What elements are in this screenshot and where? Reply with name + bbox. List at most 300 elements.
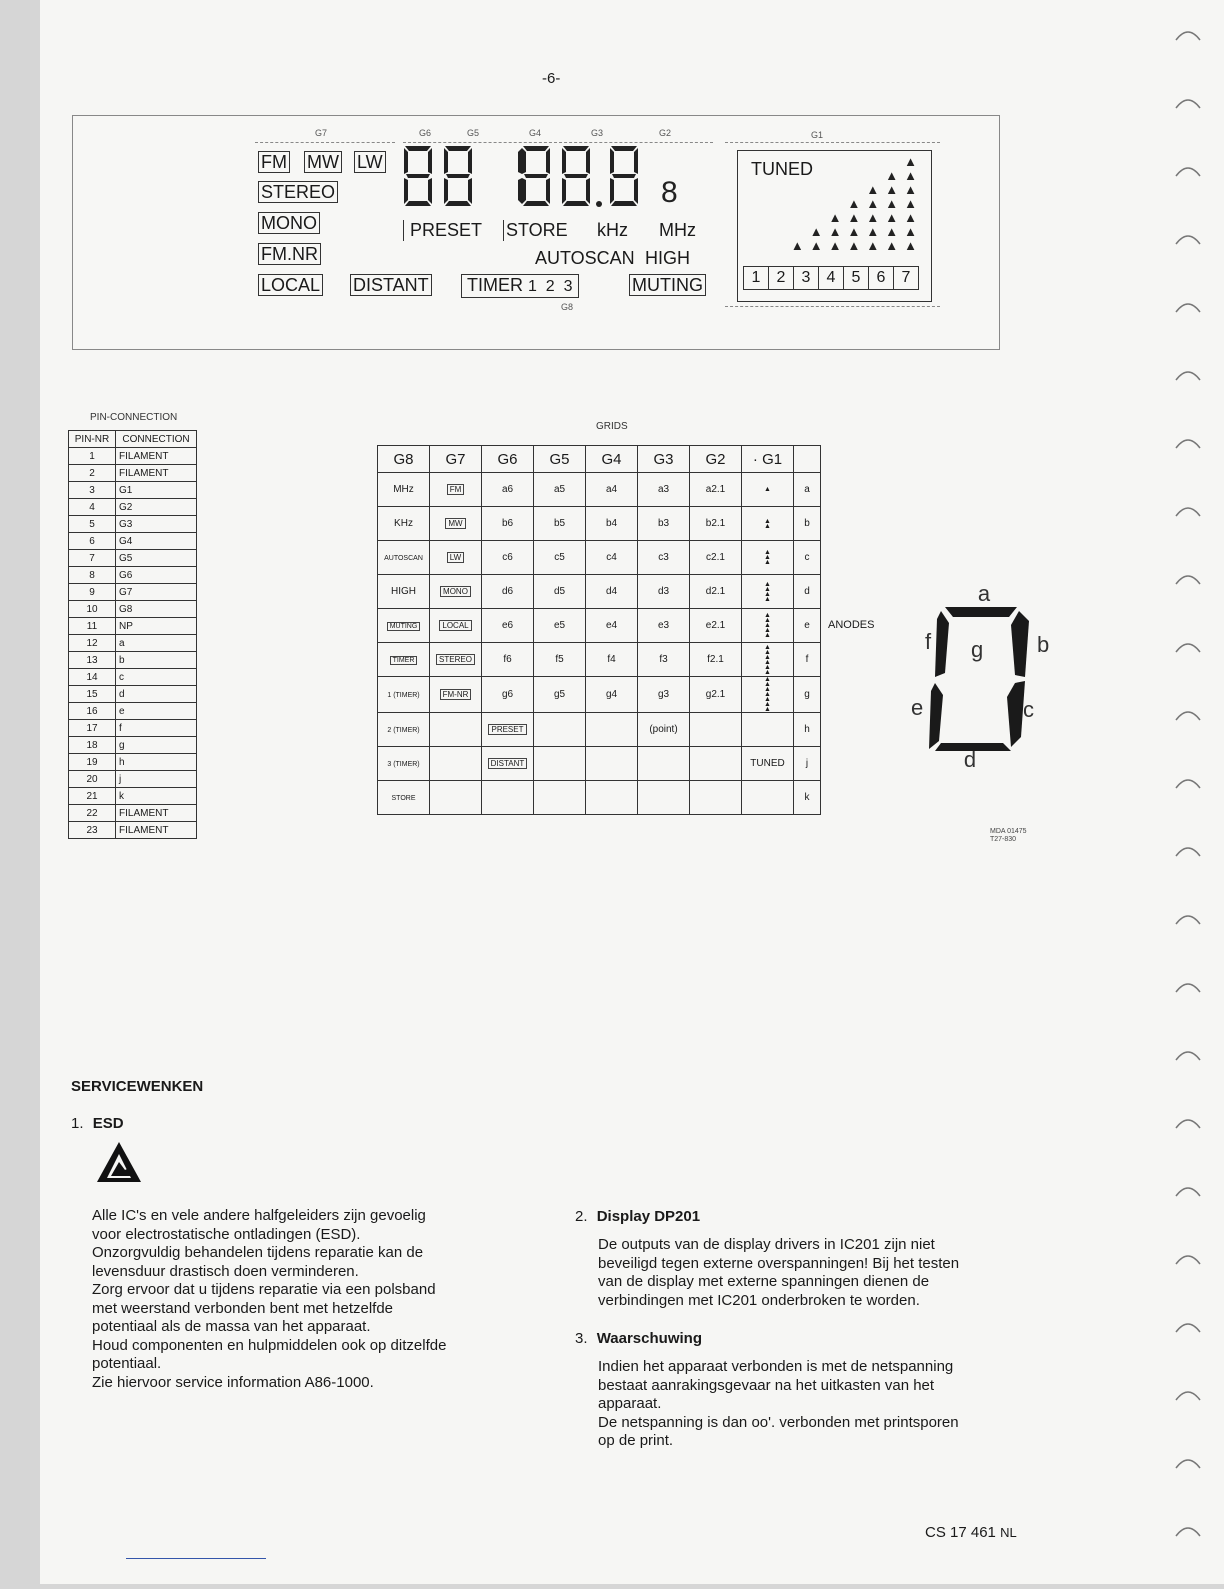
page-number: -6- — [542, 70, 561, 87]
grid-row — [378, 609, 821, 643]
digit-segment — [523, 201, 549, 206]
grid-cell-g7 — [430, 713, 482, 747]
pin-row — [69, 652, 197, 669]
grid-cell-text: FM-NR — [440, 689, 472, 700]
grid-row — [378, 575, 821, 609]
text-line: verbindingen met IC201 onderbroken te worden. — [598, 1291, 920, 1309]
binder-hole — [1176, 236, 1200, 244]
grid-header-cell: · G1 — [742, 446, 794, 473]
digit-segment — [546, 178, 550, 204]
grid-cell-g2 — [690, 747, 742, 781]
grid-cell-g2 — [690, 575, 742, 609]
pin-connection-cell: FILAMENT — [116, 465, 197, 482]
grid-cell-text: b6 — [501, 518, 514, 529]
esd-number: 1. — [71, 1115, 84, 1132]
grid-cell-text: FM — [447, 484, 465, 495]
grid-cell-text: 3 (TIMER) — [387, 761, 420, 768]
pin-number-cell: 2 — [69, 465, 116, 482]
grid-cell-g2 — [690, 677, 742, 713]
digit-segment — [562, 178, 566, 204]
grid-cell-text: MW — [445, 518, 465, 529]
grid-cell-text: MHz — [393, 484, 414, 495]
grid-cell-g2 — [690, 507, 742, 541]
pin-number-cell: 6 — [69, 533, 116, 550]
segment-a-label: a — [977, 585, 991, 606]
pin-number-cell: 23 — [69, 822, 116, 839]
grid-cell-text: k — [804, 792, 810, 803]
grid-header-cell: G4 — [586, 446, 638, 473]
grid-row — [378, 677, 821, 713]
grid-cell-text: c4 — [606, 552, 617, 563]
pin-connection-cell: G5 — [116, 550, 197, 567]
grid-cell-text: j — [805, 758, 809, 769]
binder-hole — [1176, 984, 1200, 992]
grid-cell-g3 — [638, 541, 690, 575]
grid-cell-g3 — [638, 609, 690, 643]
pin-connection-cell: FILAMENT — [116, 805, 197, 822]
digit-segment — [634, 148, 638, 174]
pin-number-cell: 17 — [69, 720, 116, 737]
grid-cell-g5 — [534, 507, 586, 541]
pin-connection-cell: G8 — [116, 601, 197, 618]
grid-cell-text: c3 — [658, 552, 669, 563]
grid-cell-g5 — [534, 713, 586, 747]
digit-segment — [428, 178, 432, 204]
pin-connection-cell: G6 — [116, 567, 197, 584]
pin-connection-cell: FILAMENT — [116, 448, 197, 465]
grid-cell-g5 — [534, 473, 586, 507]
binder-hole — [1176, 168, 1200, 176]
grid-cell-g8 — [378, 473, 430, 507]
digit-segment — [612, 174, 636, 178]
digit-segment — [468, 148, 472, 174]
binder-hole — [1176, 1188, 1200, 1196]
pin-row — [69, 805, 197, 822]
segment-c-label: c — [1023, 697, 1034, 722]
grid-cell-anode — [794, 575, 821, 609]
pin-connection-cell: G2 — [116, 499, 197, 516]
grid-cell-text: HIGH — [391, 586, 416, 597]
digit-segment — [518, 148, 522, 174]
warning-heading — [575, 1330, 702, 1349]
digit-segment — [563, 201, 589, 206]
grid-label-g2: G2 — [659, 128, 672, 138]
grid-cell-text: b — [804, 518, 810, 529]
binder-hole — [1176, 576, 1200, 584]
grid-cell-g7 — [430, 541, 482, 575]
pin-connection-cell: c — [116, 669, 197, 686]
pin-connection-cell: e — [116, 703, 197, 720]
grid-cell-g6 — [482, 781, 534, 815]
grid-row — [378, 473, 821, 507]
grid-cell-g3 — [638, 643, 690, 677]
channel-5: 5 — [844, 267, 869, 289]
grid-cell-g6 — [482, 609, 534, 643]
fm-indicator: FM — [258, 151, 290, 173]
vfd-display-diagram — [72, 115, 1000, 350]
tuned-indicator: TUNED — [751, 159, 813, 179]
grid-cell-g6 — [482, 473, 534, 507]
segment-d-label: d — [963, 747, 977, 770]
binder-hole — [1176, 1528, 1200, 1536]
pin-number-cell: 4 — [69, 499, 116, 516]
grid-cell-g4 — [586, 473, 638, 507]
grid-cell-text: b5 — [553, 518, 566, 529]
display-number: 2. — [575, 1208, 588, 1225]
grid-label-g3: G3 — [591, 128, 604, 138]
channel-7: 7 — [901, 269, 911, 286]
segment-f-label: f — [925, 629, 932, 654]
grid-cell-g5 — [534, 781, 586, 815]
digit-segment — [518, 178, 522, 204]
footer-code — [925, 1524, 1017, 1541]
grid-cell-g8 — [378, 609, 430, 643]
text-line: apparaat. — [598, 1395, 662, 1412]
grid-cell-g8 — [378, 747, 430, 781]
stereo-indicator: STEREO — [258, 181, 338, 203]
grid-cell-g7 — [430, 575, 482, 609]
grid-cell-text: a4 — [605, 484, 618, 495]
pin-number-cell: 12 — [69, 635, 116, 652]
digit-segment — [444, 178, 448, 204]
grid-cell-g2 — [690, 643, 742, 677]
pin-connection-cell: a — [116, 635, 197, 652]
pin-number-cell: 18 — [69, 737, 116, 754]
pin-row — [69, 737, 197, 754]
grid-cell-g8 — [378, 713, 430, 747]
seven-segment-digits — [399, 144, 699, 210]
segment-b-label: b — [1037, 632, 1050, 657]
pin-connection-title: PIN-CONNECTION — [90, 412, 178, 423]
pin-connection-cell: NP — [116, 618, 197, 635]
grid-row — [378, 713, 821, 747]
grid-header-cell — [794, 446, 821, 473]
pin-number-cell: 13 — [69, 652, 116, 669]
grid-cell-g6 — [482, 747, 534, 781]
grid-cell-g1 — [742, 473, 794, 507]
pin-row — [69, 448, 197, 465]
grid-label-g1: G1 — [811, 130, 824, 140]
pin-number-cell: 16 — [69, 703, 116, 720]
binder-hole — [1176, 304, 1200, 312]
grids-table — [377, 445, 821, 815]
tuned-bar-marker: ▲ ▲ ▲ ▲ — [764, 580, 771, 603]
grid-header-cell: G7 — [430, 446, 482, 473]
grid-cell-anode — [794, 643, 821, 677]
channel-boxes — [743, 266, 919, 290]
text-line: potentiaal. — [92, 1355, 162, 1372]
pin-number-cell: 8 — [69, 567, 116, 584]
digit-segment — [523, 146, 549, 151]
grid-cell-text: d5 — [553, 586, 566, 597]
grid-cell-text: KHz — [394, 518, 413, 529]
binder-hole — [1176, 372, 1200, 380]
text-line: levensduur drastisch doen verminderen. — [92, 1262, 359, 1280]
digit-segment — [634, 178, 638, 204]
grid-cell-text: d2.1 — [705, 586, 726, 597]
warning-title: Waarschuwing — [596, 1330, 702, 1347]
pin-connection-cell: f — [116, 720, 197, 737]
segment-e-label: e — [911, 695, 924, 720]
display-heading — [575, 1208, 700, 1227]
text-line: Zorg ervoor dat u tijdens reparatie via een polsband — [92, 1281, 436, 1298]
esd-warning-icon — [95, 1140, 143, 1184]
grid-cell-g8 — [378, 677, 430, 713]
segment-e-shape — [929, 683, 943, 749]
grid-cell-text: b4 — [605, 518, 618, 529]
grid-cell-g1 — [742, 609, 794, 643]
grid-cell-g7 — [430, 747, 482, 781]
grid-cell-g5 — [534, 541, 586, 575]
pin-row — [69, 754, 197, 771]
grid-cell-g3 — [638, 473, 690, 507]
pin-row — [69, 567, 197, 584]
grid-cell-g4 — [586, 781, 638, 815]
grid-cell-g1 — [742, 575, 794, 609]
pin-row — [69, 635, 197, 652]
grid-cell-text: 2 (TIMER) — [387, 727, 420, 734]
grid-cell-g1 — [742, 713, 794, 747]
grid-cell-g6 — [482, 677, 534, 713]
pin-connection-cell: G7 — [116, 584, 197, 601]
display-text — [598, 1236, 959, 1310]
grid-cell-g1 — [742, 747, 794, 781]
binder-hole — [1176, 440, 1200, 448]
pin-connection-cell: G3 — [116, 516, 197, 533]
grid-cell-text: TIMER — [390, 656, 418, 665]
grid-cell-text: d3 — [657, 586, 670, 597]
grid-cell-g5 — [534, 643, 586, 677]
grid-cell-text: (point) — [649, 724, 678, 735]
digit-segment — [564, 174, 588, 178]
grid-cell-g1 — [742, 677, 794, 713]
grid-cell-text: c5 — [554, 552, 565, 563]
distant-indicator: DISTANT — [350, 274, 432, 296]
grid-cell-g7 — [430, 473, 482, 507]
mhz-indicator: MHz — [659, 220, 696, 240]
pin-connection-table — [68, 430, 197, 839]
pin-number-cell: 15 — [69, 686, 116, 703]
pin-number-cell: 1 — [69, 448, 116, 465]
grid-cell-g4 — [586, 541, 638, 575]
grid-cell-anode — [794, 747, 821, 781]
digit-segment — [405, 201, 431, 206]
grid-cell-text: g5 — [553, 689, 566, 700]
binder-hole — [1176, 1256, 1200, 1264]
grid-row — [378, 781, 821, 815]
channel-6: 6 — [869, 267, 894, 289]
binder-hole — [1176, 32, 1200, 40]
grid-cell-g8 — [378, 541, 430, 575]
grid-cell-text: TUNED — [750, 758, 785, 769]
grid-cell-text: h — [804, 724, 810, 735]
pin-row — [69, 669, 197, 686]
grid-cell-g4 — [586, 747, 638, 781]
pin-number-cell: 3 — [69, 482, 116, 499]
pin-row — [69, 584, 197, 601]
pin-row — [69, 482, 197, 499]
footer-language: NL — [1000, 1525, 1017, 1540]
pin-row — [69, 720, 197, 737]
pin-connection-cell: FILAMENT — [116, 822, 197, 839]
channel-4: 4 — [819, 267, 844, 289]
drawing-code: MDA 01475 T27-830 — [990, 828, 1027, 843]
dashed-line — [725, 306, 940, 307]
grid-cell-text: c2.1 — [706, 552, 725, 563]
grid-cell-text: g4 — [605, 689, 618, 700]
pin-connection-cell: h — [116, 754, 197, 771]
digit-segment — [522, 148, 526, 174]
binder-hole — [1176, 644, 1200, 652]
grid-cell-g7 — [430, 609, 482, 643]
pin-row — [69, 788, 197, 805]
signal-strength-bars: ▲ ▲▲ ▲▲▲ ▲▲▲▲ ▲▲▲▲▲ ▲▲▲▲▲▲ ▲▲▲▲▲▲▲ — [790, 154, 923, 253]
grid-cell-g7 — [430, 781, 482, 815]
tuned-bar-marker: ▲ ▲ — [764, 517, 771, 530]
pin-number-cell: 19 — [69, 754, 116, 771]
esd-text — [92, 1207, 446, 1392]
binder-hole — [1176, 712, 1200, 720]
warning-number: 3. — [575, 1330, 588, 1347]
grid-cell-g8 — [378, 781, 430, 815]
grid-cell-anode — [794, 507, 821, 541]
grid-cell-text: g2.1 — [705, 689, 726, 700]
grid-cell-text: a — [804, 484, 810, 495]
autoscan-indicator: AUTOSCAN — [535, 248, 635, 268]
grid-cell-g6 — [482, 575, 534, 609]
pin-row — [69, 686, 197, 703]
text-line: beveiligd tegen externe overspanningen! Bij het testen — [598, 1254, 960, 1272]
grid-cell-g1 — [742, 781, 794, 815]
grid-cell-text: e3 — [657, 620, 670, 631]
digit-segment — [611, 146, 637, 151]
pin-row — [69, 533, 197, 550]
grid-cell-g4 — [586, 643, 638, 677]
local-indicator: LOCAL — [258, 274, 323, 296]
decimal-point — [596, 201, 602, 207]
section-title: SERVICEWENKEN — [71, 1078, 204, 1095]
grid-cell-text: e6 — [501, 620, 514, 631]
tuned-bar-marker: ▲ — [764, 486, 771, 493]
grid-cell-text: STEREO — [436, 654, 475, 665]
grid-cell-g3 — [638, 575, 690, 609]
grid-row — [378, 507, 821, 541]
grid-cell-text: STORE — [391, 795, 416, 802]
timer-label: TIMER — [467, 275, 523, 295]
timer-numbers: 1 2 3 — [528, 278, 573, 295]
grid-row — [378, 643, 821, 677]
footer-number: CS 17 461 — [925, 1524, 996, 1541]
grids-title: GRIDS — [596, 421, 628, 432]
grid-cell-g2 — [690, 609, 742, 643]
grid-cell-text: e5 — [553, 620, 566, 631]
grid-cell-text: PRESET — [488, 724, 526, 735]
grid-cell-g2 — [690, 473, 742, 507]
grid-cell-anode — [794, 713, 821, 747]
text-line: Alle IC's en vele andere halfgeleiders zijn gevoelig — [92, 1207, 426, 1224]
grid-cell-text: a5 — [553, 484, 566, 495]
grid-cell-text: g6 — [501, 689, 514, 700]
khz-indicator: kHz — [597, 220, 628, 240]
pin-connection-cell: k — [116, 788, 197, 805]
grid-cell-g4 — [586, 677, 638, 713]
grid-header-cell: G2 — [690, 446, 742, 473]
esd-title: ESD — [92, 1115, 124, 1132]
grid-cell-g3 — [638, 781, 690, 815]
binder-holes-drawing — [1164, 0, 1224, 1584]
grid-cell-g5 — [534, 677, 586, 713]
grid-cell-g1 — [742, 541, 794, 575]
small-digit: 8 — [661, 176, 678, 209]
binder-hole — [1176, 1392, 1200, 1400]
seven-segment-diagram — [905, 585, 1055, 770]
grid-cell-g5 — [534, 747, 586, 781]
grid-cell-g3 — [638, 507, 690, 541]
store-indicator: STORE — [503, 220, 568, 241]
grid-cell-text: f3 — [659, 654, 668, 665]
digit-segment — [546, 148, 550, 174]
timer-indicator — [461, 274, 579, 298]
tuned-bar-marker: ▲ ▲ ▲ ▲ ▲ — [764, 612, 771, 639]
pin-row — [69, 703, 197, 720]
grid-cell-anode — [794, 781, 821, 815]
text-line: van de display met externe spanningen dienen de — [598, 1273, 930, 1290]
pin-row — [69, 550, 197, 567]
digit-segment — [563, 146, 589, 151]
grid-label-g6: G6 — [419, 128, 432, 138]
grid-cell-text: a3 — [657, 484, 670, 495]
grid-cell-g3 — [638, 677, 690, 713]
text-line: De outputs van de display drivers in IC201 zijn niet — [598, 1236, 935, 1253]
binder-hole — [1176, 1324, 1200, 1332]
grid-cell-g1 — [742, 643, 794, 677]
grid-cell-g7 — [430, 507, 482, 541]
grid-header-cell: G5 — [534, 446, 586, 473]
grid-cell-anode — [794, 677, 821, 713]
pin-header: PIN-NR — [69, 431, 116, 448]
pin-number-cell: 21 — [69, 788, 116, 805]
digit-segment — [562, 148, 566, 174]
grid-cell-anode — [794, 609, 821, 643]
grid-row — [378, 541, 821, 575]
grid-cell-text: b2.1 — [705, 518, 726, 529]
muting-indicator: MUTING — [629, 274, 706, 296]
grid-cell-text: e4 — [605, 620, 618, 631]
binder-hole — [1176, 100, 1200, 108]
grid-cell-g2 — [690, 781, 742, 815]
grid-cell-text: d — [804, 586, 810, 597]
grid-cell-text: d6 — [501, 586, 514, 597]
digit-segment — [445, 146, 471, 151]
pin-number-cell: 20 — [69, 771, 116, 788]
text-line: met weerstand verbonden bent met hetzelfde — [92, 1299, 394, 1317]
binder-hole — [1176, 508, 1200, 516]
pin-number-cell: 5 — [69, 516, 116, 533]
pin-number-cell: 14 — [69, 669, 116, 686]
grid-cell-text: a6 — [501, 484, 514, 495]
anodes-label: ANODES — [828, 619, 875, 631]
grid-label-g4: G4 — [529, 128, 542, 138]
text-line: Houd componenten en hulpmiddelen ook op ditzelfde — [92, 1336, 447, 1354]
digit-segment — [522, 178, 526, 204]
pin-number-cell: 22 — [69, 805, 116, 822]
digit-segment — [404, 148, 408, 174]
grid-cell-g3 — [638, 713, 690, 747]
digit-segment — [406, 174, 430, 178]
binder-hole — [1176, 780, 1200, 788]
dashed-line — [725, 142, 940, 143]
pin-number-cell: 11 — [69, 618, 116, 635]
